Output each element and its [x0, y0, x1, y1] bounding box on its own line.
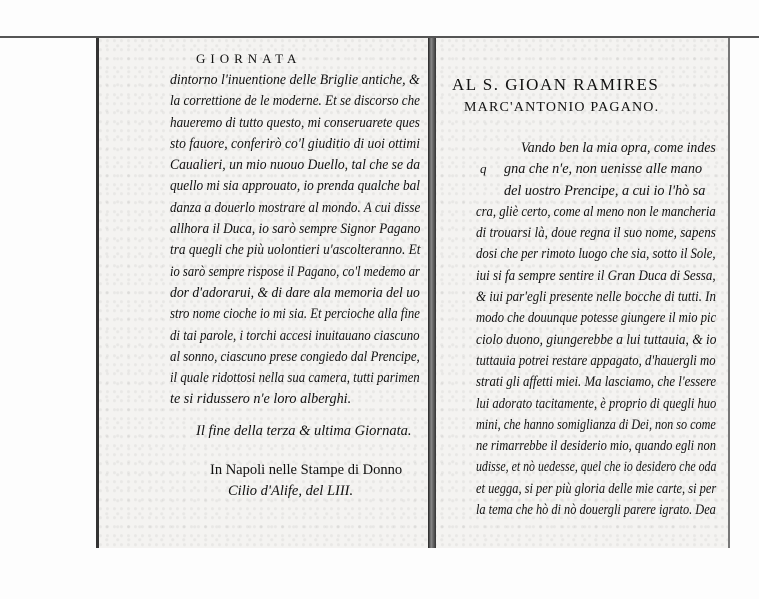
text-line: iui si fa sempre sentire il Gran Duca di Sessa,: [476, 267, 716, 284]
text-line: et uegga, si per più gloria delle mie carte, si per: [476, 480, 717, 497]
left-body-text: [170, 70, 420, 411]
text-line: la correttione de le moderne. Et se discorso che: [170, 93, 420, 110]
text-line: quello mi sia approuato, io prenda qualche bal: [170, 178, 420, 195]
text-line: dintorno l'inuentione delle Briglie antiche, &: [170, 72, 420, 88]
text-line: Vando ben la mia opra, come indes: [520, 140, 716, 156]
text-line: dosi che per rimoto luogo che sia, sotto il Sole,: [476, 246, 716, 263]
text-line: stro nome cioche io mi sia. Et percioche alla fine: [170, 306, 420, 323]
text-line: modo che douunque potesse giungere il mio pic: [476, 310, 717, 327]
text-line: danza a douerlo mostrare al mondo. A cui disse: [170, 199, 421, 216]
dedication-title: AL S. GIOAN RAMIRES: [452, 75, 660, 94]
text-line: strati gli affetti miei. Ma lasciamo, che l'essere: [476, 374, 717, 391]
text-line: tra quegli che più uolontieri u'ascolteranno. Et: [170, 242, 421, 259]
text-line: haueremo di tutto questo, mi conseruarete ques: [170, 114, 420, 131]
text-line: io sarò sempre rispose il Pagano, co'l medemo ar: [170, 263, 420, 280]
dedication-subtitle: MARC'ANTONIO PAGANO.: [464, 100, 660, 115]
text-line: allhora il Duca, io sarò sempre Signor Pagano: [170, 221, 421, 238]
text-line: al sonno, ciascuno prese congiedo dal Prencipe,: [170, 348, 420, 365]
right-body-text: [476, 138, 716, 521]
text-line: Caualieri, un mio nuouo Duello, tal che se da: [170, 157, 421, 174]
text-line: il quale ridottosi nella sua camera, tutti parimen: [170, 370, 420, 387]
text-line: sto fauore, conferirò co'l giuditio di uoi ottimi: [170, 135, 421, 152]
imprint-line: In Napoli nelle Stampe di Donno: [210, 462, 403, 478]
text-line: udisse, et nò uedesse, quel che io desidero che oda: [476, 459, 717, 476]
text-line: te si ridussero n'e loro alberghi.: [170, 391, 352, 408]
text-line: dor d'adorarui, & di dare ala memoria del uo: [170, 284, 420, 301]
running-head: GIORNATA: [196, 51, 302, 66]
text-line: mini, che hanno somiglianza di Dei, non so come: [476, 416, 716, 433]
text-line: del uostro Prencipe, a cui io l'hò sa: [504, 182, 706, 199]
text-line: di trouarsi là, doue regna il suo nome, sapens: [476, 225, 716, 242]
text-line: ne rimarrebbe il desiderio mio, quando egli non: [476, 438, 716, 455]
imprint-line: Cilio d'Alife, del LIII.: [228, 483, 354, 499]
text-line: & iui par'egli presente nelle bocche di tutti. In: [476, 289, 716, 306]
text-line: lui adorato tacitamente, è proprio di quegli huo: [476, 395, 717, 412]
text-line: di tai parole, i torchi accesi inuitauano ciascuno: [170, 327, 420, 344]
text-line: tuttauia potrei restare appagato, d'hauergli mo: [476, 352, 716, 369]
text-line: gna che n'e, non uenisse alle mano: [504, 161, 703, 178]
text-line: cra, gliè certo, come al meno non le mancheria: [476, 203, 716, 220]
explicit-line: Il fine della terza & ultima Giornata.: [196, 423, 412, 439]
text-line: ciolo duono, giungerebbe a lui tuttauia, & io: [476, 331, 717, 348]
drop-cap-letter: q: [480, 161, 487, 176]
text-line: la tema che hò di nò douergli parere igrato. Dea: [476, 502, 716, 519]
